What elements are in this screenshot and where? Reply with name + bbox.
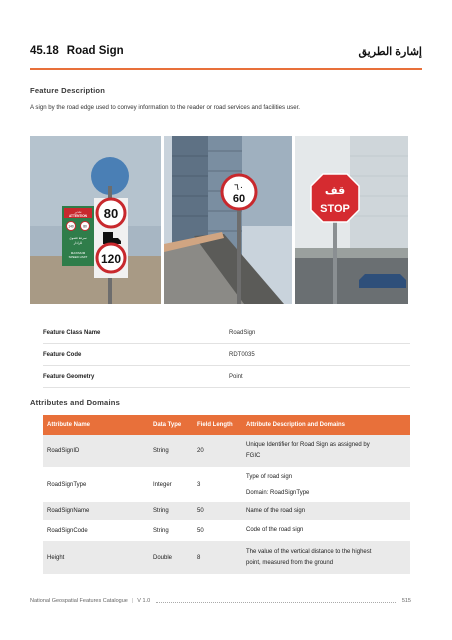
table-row [43, 502, 410, 521]
feature-description-text: A sign by the road edge used to convey information to the reader or road services and facilities user. [30, 104, 300, 111]
attributes-header-row [43, 415, 410, 435]
speed-limit-60: 60 [232, 193, 246, 205]
arabic-speed-60: ٦٠ [234, 183, 244, 193]
road-sign-photos [30, 136, 408, 304]
max-speed-text-2: SPEED LIMIT [68, 255, 88, 259]
section-title [30, 45, 124, 57]
feature-geometry-label: Feature Geometry [43, 373, 95, 380]
page-number: 515 [401, 598, 411, 604]
attr-description [246, 547, 410, 569]
footer-leader-dots [156, 599, 396, 603]
feature-class-row [43, 322, 410, 344]
feature-geometry-value: Point [229, 373, 243, 380]
feature-code-value: RDT0035 [229, 351, 255, 358]
attr-type: String [153, 508, 169, 514]
footer-separator: | [131, 598, 134, 604]
attr-length: 50 [197, 527, 204, 534]
attr-description [246, 525, 410, 536]
attr-desc-line: Unique Identifier for Road Sign as assigned by [246, 442, 370, 448]
footer-version: V 1.0 [137, 598, 151, 604]
stop-text: STOP [320, 203, 350, 215]
table-row [43, 435, 410, 468]
attr-name: RoadSignID [47, 448, 80, 454]
page-footer [30, 598, 411, 604]
col-data-type: Data Type [153, 422, 182, 428]
table-row [43, 468, 410, 502]
attr-desc-line: Name of the road sign [246, 507, 306, 514]
attr-desc-line: The value of the vertical distance to the highest [246, 548, 372, 555]
attr-type: String [153, 448, 169, 454]
attr-description [246, 469, 410, 501]
attr-name: RoadSignName [47, 508, 90, 514]
header-divider [30, 68, 422, 70]
attr-description [246, 440, 410, 462]
attr-type: Integer [153, 481, 172, 488]
speed-limit-120: 120 [100, 252, 122, 266]
attr-length: 20 [197, 448, 204, 454]
attr-length: 8 [197, 554, 201, 561]
attr-desc-line: Type of road sign [246, 473, 293, 480]
attr-name: RoadSignCode [47, 527, 88, 534]
city-speed-sign-photo [164, 136, 292, 304]
feature-geometry-row [43, 366, 410, 388]
table-row [43, 541, 410, 575]
attr-length: 3 [197, 481, 201, 488]
attributes-table [43, 415, 410, 575]
stop-sign-photo [295, 136, 408, 304]
feature-code-row [43, 344, 410, 366]
attributes-heading: Attributes and Domains [30, 398, 121, 407]
speed-limit-80: 80 [103, 206, 119, 221]
speed-sign-photo [30, 136, 161, 304]
arabic-stop-text: قف [324, 184, 346, 197]
feature-class-label: Feature Class Name [43, 329, 101, 336]
attr-desc-line: FGIC [246, 453, 261, 459]
footer-catalogue: National Geospatial Features Catalogue [30, 598, 128, 604]
feature-description-heading: Feature Description [30, 86, 106, 95]
attr-desc-line: point, measured from the ground [246, 559, 334, 566]
page-header [30, 42, 422, 60]
attr-desc-line: Code of the road sign [246, 527, 304, 533]
attr-type: Double [153, 554, 173, 561]
feature-code-label: Feature Code [43, 351, 82, 358]
col-field-length: Field Length [197, 422, 233, 428]
arabic-speed-text-1: سرعة قصوى [69, 236, 87, 240]
attention-sign-heading: تحذير [74, 210, 82, 214]
attr-name: RoadSignType [47, 481, 87, 488]
section-name: Road Sign [66, 45, 124, 57]
attention-label: ATTENTION [68, 214, 88, 218]
attr-name: Height [47, 554, 65, 561]
feature-info-table [43, 322, 410, 388]
arabic-speed-text-2: للرادار [73, 241, 83, 245]
section-number: 45.18 [30, 45, 59, 57]
max-speed-text-1: MAXIMUM [70, 251, 86, 255]
attr-description [246, 506, 410, 517]
attention-lane-right: 80 [83, 224, 87, 229]
arabic-title: إشارة الطريق [358, 45, 422, 58]
attr-desc-line: Domain: RoadSignType [246, 489, 310, 496]
attention-lane-left: 140 [68, 224, 74, 229]
col-description: Attribute Description and Domains [246, 421, 346, 428]
col-attribute-name: Attribute Name [47, 422, 91, 428]
feature-class-value: RoadSign [229, 329, 256, 336]
table-row [43, 521, 410, 541]
attr-length: 50 [197, 508, 204, 514]
attr-type: String [153, 527, 169, 534]
